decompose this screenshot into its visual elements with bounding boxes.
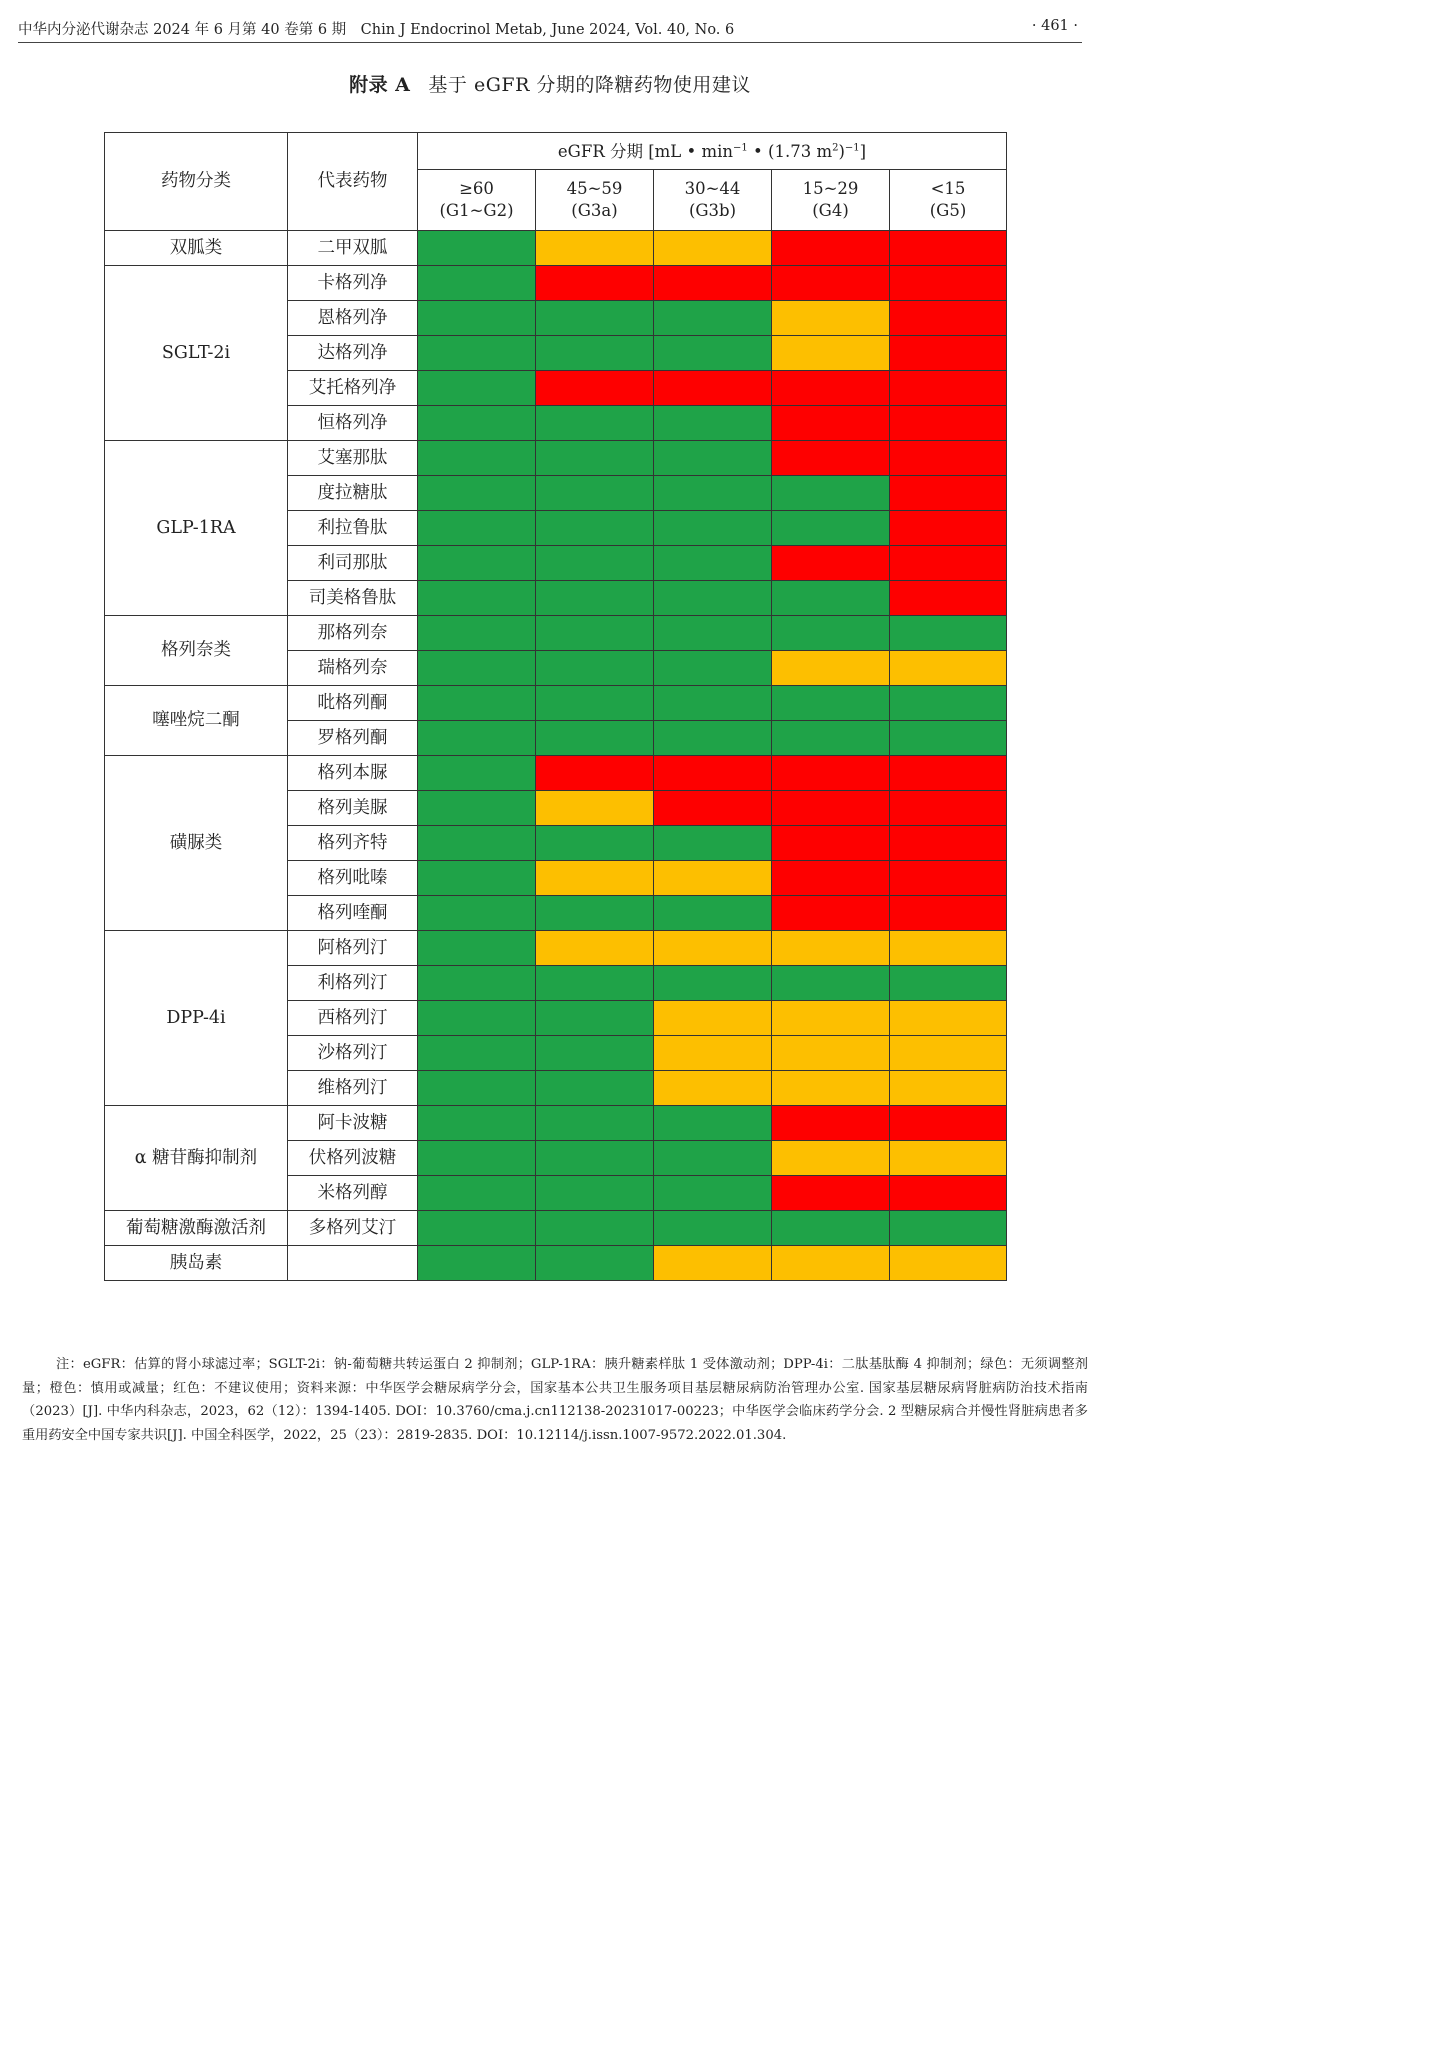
drug-name-cell: 那格列奈 [288, 616, 418, 651]
recommendation-cell [890, 1211, 1007, 1246]
recommendation-cell [654, 861, 772, 896]
recommendation-cell [654, 1176, 772, 1211]
recommendation-cell [536, 686, 654, 721]
recommendation-cell [654, 336, 772, 371]
drug-name-cell: 利格列汀 [288, 966, 418, 1001]
recommendation-cell [536, 931, 654, 966]
recommendation-cell [536, 266, 654, 301]
recommendation-cell [418, 931, 536, 966]
recommendation-cell [536, 1211, 654, 1246]
recommendation-cell [536, 1071, 654, 1106]
recommendation-cell [772, 336, 890, 371]
egfr-header-sup-2: 2 [832, 142, 839, 153]
page-number: · 461 · [1031, 18, 1078, 34]
recommendation-cell [654, 371, 772, 406]
table-row [105, 756, 1007, 791]
recommendation-cell [654, 581, 772, 616]
table-row [105, 441, 1007, 476]
recommendation-cell [418, 266, 536, 301]
drug-name-cell: 西格列汀 [288, 1001, 418, 1036]
drug-name-cell: 格列吡嗪 [288, 861, 418, 896]
recommendation-cell [890, 966, 1007, 1001]
recommendation-cell [654, 1106, 772, 1141]
recommendation-cell [418, 791, 536, 826]
recommendation-cell [654, 721, 772, 756]
table-row [105, 686, 1007, 721]
drug-name-cell: 恩格列净 [288, 301, 418, 336]
recommendation-cell [418, 721, 536, 756]
recommendation-cell [654, 896, 772, 931]
recommendation-cell [654, 826, 772, 861]
recommendation-cell [890, 371, 1007, 406]
recommendation-cell [772, 231, 890, 266]
drug-class-cell: SGLT-2i [105, 266, 288, 441]
recommendation-cell [418, 686, 536, 721]
recommendation-cell [890, 791, 1007, 826]
drug-name-cell: 瑞格列奈 [288, 651, 418, 686]
stage-header [772, 170, 890, 231]
recommendation-cell [772, 896, 890, 931]
recommendation-cell [536, 441, 654, 476]
recommendation-cell [536, 301, 654, 336]
running-header [18, 16, 1082, 43]
drug-class-cell: DPP-4i [105, 931, 288, 1106]
recommendation-cell [772, 476, 890, 511]
drug-name-cell: 艾托格列净 [288, 371, 418, 406]
recommendation-cell [890, 721, 1007, 756]
recommendation-cell [890, 756, 1007, 791]
drug-name-cell: 多格列艾汀 [288, 1211, 418, 1246]
recommendation-cell [418, 1141, 536, 1176]
recommendation-cell [890, 861, 1007, 896]
recommendation-cell [654, 1036, 772, 1071]
recommendation-cell [772, 861, 890, 896]
recommendation-cell [772, 546, 890, 581]
recommendation-cell [418, 1246, 536, 1281]
recommendation-cell [890, 1071, 1007, 1106]
recommendation-cell [654, 511, 772, 546]
drug-name-cell: 米格列醇 [288, 1176, 418, 1211]
recommendation-cell [418, 651, 536, 686]
recommendation-cell [654, 1001, 772, 1036]
appendix-label: 附录 A [349, 74, 411, 96]
recommendation-cell [418, 1106, 536, 1141]
recommendation-cell [890, 931, 1007, 966]
drug-class-cell: 噻唑烷二酮 [105, 686, 288, 756]
egfr-header-pre: eGFR 分期 [mL • min [557, 141, 734, 161]
recommendation-cell [654, 756, 772, 791]
recommendation-cell [536, 371, 654, 406]
recommendation-cell [772, 1106, 890, 1141]
recommendation-cell [772, 931, 890, 966]
drug-class-header: 药物分类 [105, 133, 288, 231]
recommendation-cell [772, 266, 890, 301]
recommendation-cell [890, 616, 1007, 651]
recommendation-cell [772, 616, 890, 651]
recommendation-cell [536, 1176, 654, 1211]
recommendation-cell [772, 791, 890, 826]
recommendation-cell [772, 966, 890, 1001]
recommendation-cell [772, 301, 890, 336]
recommendation-cell [536, 1036, 654, 1071]
recommendation-cell [772, 371, 890, 406]
drug-name-cell: 二甲双胍 [288, 231, 418, 266]
recommendation-cell [418, 301, 536, 336]
recommendation-cell [890, 581, 1007, 616]
egfr-header-sup-3: −1 [844, 142, 860, 153]
drug-name-cell: 恒格列净 [288, 406, 418, 441]
appendix-title [0, 70, 1100, 97]
recommendation-cell [418, 581, 536, 616]
recommendation-cell [654, 266, 772, 301]
drug-name-cell: 阿格列汀 [288, 931, 418, 966]
recommendation-cell [536, 756, 654, 791]
drug-class-cell: 双胍类 [105, 231, 288, 266]
table-row [105, 616, 1007, 651]
recommendation-cell [536, 861, 654, 896]
drug-name-header: 代表药物 [288, 133, 418, 231]
drug-class-cell: 胰岛素 [105, 1246, 288, 1281]
recommendation-cell [772, 1141, 890, 1176]
table-row [105, 931, 1007, 966]
drug-name-cell: 吡格列酮 [288, 686, 418, 721]
drug-class-cell: GLP-1RA [105, 441, 288, 616]
table-row [105, 1246, 1007, 1281]
recommendation-cell [418, 1211, 536, 1246]
drug-name-cell: 艾塞那肽 [288, 441, 418, 476]
recommendation-cell [772, 1036, 890, 1071]
recommendation-cell [890, 511, 1007, 546]
stage-header [654, 170, 772, 231]
egfr-header-mid: • (1.73 m [747, 141, 833, 161]
stage-code: (G4) [812, 201, 849, 220]
recommendation-cell [890, 1176, 1007, 1211]
recommendation-cell [890, 546, 1007, 581]
recommendation-cell [654, 791, 772, 826]
stage-header [890, 170, 1007, 231]
recommendation-cell [654, 686, 772, 721]
recommendation-cell [772, 511, 890, 546]
drug-name-cell: 罗格列酮 [288, 721, 418, 756]
recommendation-cell [890, 1246, 1007, 1281]
recommendation-cell [536, 616, 654, 651]
recommendation-cell [536, 966, 654, 1001]
drug-name-cell: 达格列净 [288, 336, 418, 371]
recommendation-cell [536, 791, 654, 826]
recommendation-cell [418, 756, 536, 791]
recommendation-cell [654, 301, 772, 336]
recommendation-cell [654, 1071, 772, 1106]
recommendation-cell [418, 1001, 536, 1036]
drug-name-cell: 司美格鲁肽 [288, 581, 418, 616]
recommendation-cell [536, 721, 654, 756]
recommendation-cell [418, 441, 536, 476]
drug-class-cell: 磺脲类 [105, 756, 288, 931]
stage-code: (G3b) [688, 201, 737, 220]
recommendation-cell [890, 651, 1007, 686]
stage-range: 15~29 [802, 179, 859, 198]
recommendation-cell [418, 231, 536, 266]
recommendation-cell [772, 1211, 890, 1246]
stage-range: 30~44 [684, 179, 741, 198]
stage-range: <15 [930, 179, 966, 198]
recommendation-cell [654, 931, 772, 966]
table-row [105, 1106, 1007, 1141]
recommendation-cell [890, 406, 1007, 441]
egfr-drug-table [104, 132, 1007, 1281]
recommendation-cell [536, 476, 654, 511]
recommendation-cell [654, 546, 772, 581]
stage-range: 45~59 [566, 179, 623, 198]
drug-name-cell: 伏格列波糖 [288, 1141, 418, 1176]
recommendation-cell [890, 1036, 1007, 1071]
egfr-stage-header: eGFR 分期 [mL • $\min^{-1}$ • (1.73 $m^2)^{-1}$] [418, 133, 1007, 170]
recommendation-cell [772, 826, 890, 861]
recommendation-cell [890, 1141, 1007, 1176]
recommendation-cell [654, 966, 772, 1001]
recommendation-cell [418, 546, 536, 581]
table-row [105, 231, 1007, 266]
recommendation-cell [536, 1106, 654, 1141]
stage-code: (G5) [929, 201, 967, 220]
appendix-title-text: 基于 eGFR 分期的降糖药物使用建议 [428, 74, 751, 96]
recommendation-cell [536, 406, 654, 441]
drug-class-cell: 葡萄糖激酶激活剂 [105, 1211, 288, 1246]
recommendation-cell [418, 336, 536, 371]
table-row [105, 1211, 1007, 1246]
recommendation-cell [536, 511, 654, 546]
recommendation-cell [654, 441, 772, 476]
recommendation-cell [418, 476, 536, 511]
drug-name-cell: 沙格列汀 [288, 1036, 418, 1071]
recommendation-cell [772, 1001, 890, 1036]
drug-name-cell: 格列本脲 [288, 756, 418, 791]
recommendation-cell [654, 1211, 772, 1246]
recommendation-cell [772, 651, 890, 686]
stage-header [418, 170, 536, 231]
recommendation-cell [890, 1001, 1007, 1036]
recommendation-cell [536, 896, 654, 931]
recommendation-cell [654, 651, 772, 686]
table-row [105, 266, 1007, 301]
recommendation-cell [772, 581, 890, 616]
recommendation-cell [418, 406, 536, 441]
table-footnote: 注：eGFR：估算的肾小球滤过率；SGLT-2i：钠-葡萄糖共转运蛋白 2 抑制剂；GLP-1RA：胰升糖素样肽 1 受体激动剂；DPP-4i：二肽基肽酶 4 抑制剂；绿色：无须调整剂量；橙色：慎用或减量；红色：不建议使用；资料来源：中华医学会糖尿病学分会，国家基本公共卫生服务项目基层糖尿病防治管理办公室. 国家基层糖尿病肾脏病防治技术指南（2023）[J]. 中华内科杂志，2023，62（12）：1394-1405. DOI：10.3760/cma.j.cn112138-20231017-00223；中华医学会临床药学分会. 2 型糖尿病合并慢性肾脏病患者多重用药安全中国专家共识[J]. 中国全科医学，2022，25（23）：2819-2835. DOI：10.12114/j.issn.1007-9572.2022.01.304. [22, 1357, 1088, 1443]
recommendation-cell [890, 231, 1007, 266]
egfr-header-post: ) [838, 141, 845, 161]
drug-name-cell: 格列齐特 [288, 826, 418, 861]
recommendation-cell [890, 1106, 1007, 1141]
drug-name-cell: 利司那肽 [288, 546, 418, 581]
recommendation-cell [418, 1071, 536, 1106]
recommendation-cell [536, 1246, 654, 1281]
recommendation-cell [654, 1141, 772, 1176]
recommendation-cell [890, 266, 1007, 301]
recommendation-cell [418, 861, 536, 896]
drug-name-cell: 格列喹酮 [288, 896, 418, 931]
drug-name-cell: 卡格列净 [288, 266, 418, 301]
recommendation-cell [418, 616, 536, 651]
stage-header [536, 170, 654, 231]
recommendation-cell [772, 756, 890, 791]
recommendation-cell [890, 686, 1007, 721]
recommendation-cell [890, 476, 1007, 511]
recommendation-cell [654, 476, 772, 511]
recommendation-cell [654, 1246, 772, 1281]
recommendation-cell [418, 511, 536, 546]
drug-name-cell: 利拉鲁肽 [288, 511, 418, 546]
recommendation-cell [654, 406, 772, 441]
recommendation-cell [654, 231, 772, 266]
recommendation-cell [890, 301, 1007, 336]
recommendation-cell [418, 896, 536, 931]
recommendation-cell [418, 371, 536, 406]
recommendation-cell [536, 826, 654, 861]
recommendation-cell [890, 896, 1007, 931]
recommendation-cell [536, 336, 654, 371]
drug-class-cell: α 糖苷酶抑制剂 [105, 1106, 288, 1211]
recommendation-cell [418, 966, 536, 1001]
recommendation-cell [654, 616, 772, 651]
recommendation-cell [418, 1176, 536, 1211]
recommendation-cell [772, 1176, 890, 1211]
journal-citation: 中华内分泌代谢杂志 2024 年 6 月第 40 卷第 6 期 Chin J Endocrinol Metab, June 2024, Vol. 40, No. 6 [18, 22, 735, 38]
recommendation-cell [772, 1071, 890, 1106]
drug-class-cell: 格列奈类 [105, 616, 288, 686]
recommendation-cell [536, 1141, 654, 1176]
drug-name-cell: 维格列汀 [288, 1071, 418, 1106]
drug-name-cell [288, 1246, 418, 1281]
recommendation-cell [772, 686, 890, 721]
drug-name-cell: 格列美脲 [288, 791, 418, 826]
recommendation-cell [772, 721, 890, 756]
egfr-header-sup: −1 [733, 142, 748, 153]
recommendation-cell [772, 406, 890, 441]
stage-code: (G1~G2) [439, 201, 514, 220]
recommendation-cell [536, 231, 654, 266]
recommendation-cell [772, 441, 890, 476]
recommendation-cell [772, 1246, 890, 1281]
recommendation-cell [536, 1001, 654, 1036]
recommendation-cell [418, 826, 536, 861]
recommendation-cell [890, 336, 1007, 371]
drug-name-cell: 度拉糖肽 [288, 476, 418, 511]
recommendation-cell [890, 826, 1007, 861]
stage-code: (G3a) [571, 201, 618, 220]
recommendation-cell [890, 441, 1007, 476]
recommendation-cell [536, 651, 654, 686]
recommendation-cell [536, 581, 654, 616]
stage-range: ≥60 [459, 179, 494, 198]
recommendation-cell [536, 546, 654, 581]
drug-name-cell: 阿卡波糖 [288, 1106, 418, 1141]
recommendation-cell [418, 1036, 536, 1071]
